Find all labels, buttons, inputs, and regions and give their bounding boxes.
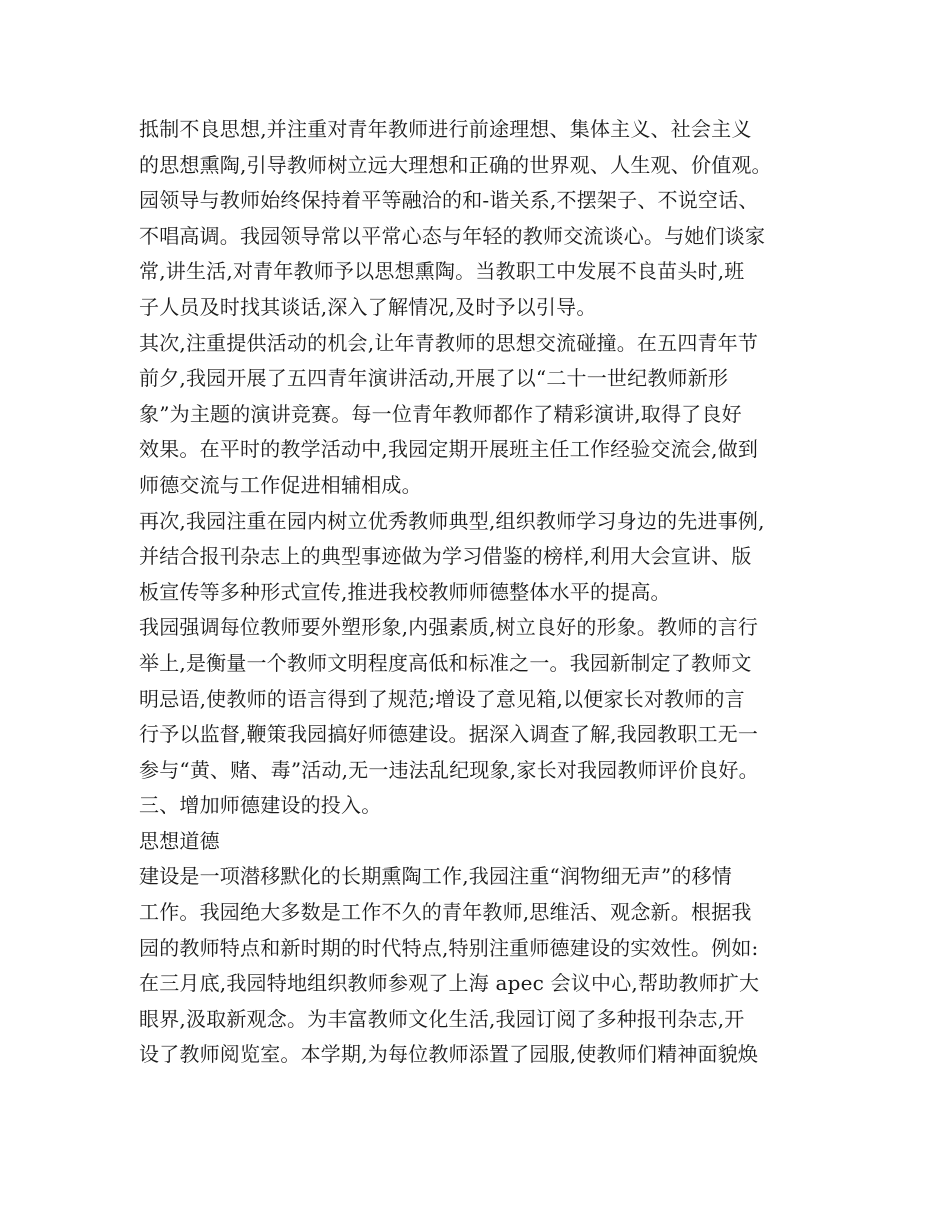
text-line: 在三月底,我园特地组织教师参观了上海 apec 会议中心,帮助教师扩大 [139, 971, 760, 996]
text-line: 再次,我园注重在园内树立优秀教师典型,组织教师学习身边的先进事例, [139, 508, 765, 533]
text-line: 板宣传等多种形式宣传,推进我校教师师德整体水平的提高。 [139, 579, 671, 604]
text-line: 参与“黄、赌、毒”活动,无一违法乱纪现象,家长对我园教师评价良好。 [139, 757, 759, 782]
text-line: 举上,是衡量一个教师文明程度高低和标准之一。我园新制定了教师文 [139, 650, 752, 675]
document-body [139, 112, 829, 1073]
text-line: 并结合报刊杂志上的典型事迹做为学习借鉴的榜样,利用大会宣讲、版 [139, 544, 752, 569]
text-line: 园领导与教师始终保持着平等融洽的和-谐关系,不摆架子、不说空话、 [139, 188, 759, 213]
text-line: 工作。我园绝大多数是工作不久的青年教师,思维活、观念新。根据我 [139, 900, 752, 925]
text-line: 思想道德 [139, 828, 220, 853]
text-line: 前夕,我园开展了五四青年演讲活动,开展了以“二十一世纪教师新形 [139, 366, 729, 391]
text-line: 常,讲生活,对青年教师予以思想熏陶。当教职工中发展不良苗头时,班 [139, 259, 745, 284]
text-line: 明忌语,使教师的语言得到了规范;增设了意见箱,以便家长对教师的言 [139, 686, 745, 711]
text-line: 师德交流与工作促进相辅相成。 [139, 472, 422, 497]
text-line: 行予以监督,鞭策我园搞好师德建设。据深入调查了解,我园教职工无一 [139, 722, 759, 747]
text-line: 我园强调每位教师要外塑形象,内强素质,树立良好的形象。教师的言行 [139, 615, 759, 640]
text-line: 效果。在平时的教学活动中,我园定期开展班主任工作经验交流会,做到 [139, 437, 759, 462]
text-line: 其次,注重提供活动的机会,让年青教师的思想交流碰撞。在五四青年节 [139, 330, 759, 355]
text-line: 象”为主题的演讲竞赛。每一位青年教师都作了精彩演讲,取得了良好 [139, 401, 742, 426]
section-heading: 三、增加师德建设的投入。 [139, 793, 382, 818]
text-line: 子人员及时找其谈话,深入了解情况,及时予以引导。 [139, 294, 597, 319]
text-line: 的思想熏陶,引导教师树立远大理想和正确的世界观、人生观、价值观。 [139, 152, 772, 177]
text-line: 抵制不良思想,并注重对青年教师进行前途理想、集体主义、社会主义 [139, 117, 752, 141]
text-line: 不唱高调。我园领导常以平常心态与年轻的教师交流谈心。与她们谈家 [139, 223, 766, 248]
text-line: 设了教师阅览室。本学期,为每位教师添置了园服,使教师们精神面貌焕 [139, 1042, 759, 1067]
text-line: 建设是一项潜移默化的长期熏陶工作,我园注重“润物细无声”的移情 [139, 864, 733, 889]
text-line: 园的教师特点和新时期的时代特点,特别注重师德建设的实效性。例如: [139, 935, 759, 960]
text-line: 眼界,汲取新观念。为丰富教师文化生活,我园订阅了多种报刊杂志,开 [139, 1006, 745, 1031]
